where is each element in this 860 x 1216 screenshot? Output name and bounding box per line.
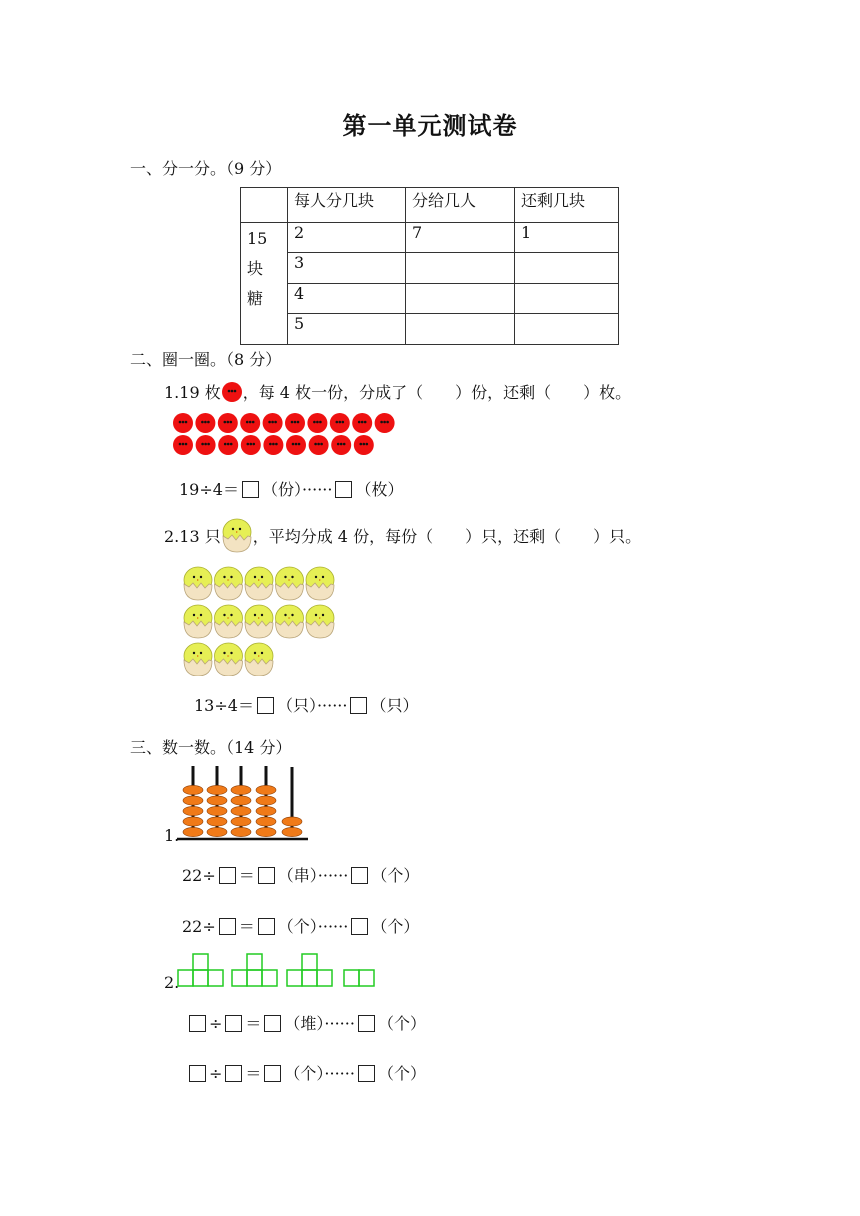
chick-icon [245, 643, 273, 676]
table-cell [515, 284, 619, 314]
coin-icon [221, 381, 243, 403]
bead [231, 796, 251, 805]
table-corner-cell [241, 188, 288, 223]
answer-box[interactable] [225, 1015, 242, 1032]
bead [231, 785, 251, 794]
table-cell: 7 [406, 223, 515, 253]
answer-box[interactable] [258, 918, 275, 935]
table-header: 分给几人 [406, 188, 515, 223]
bead [183, 785, 203, 794]
table-cell: 5 [288, 314, 406, 345]
answer-box[interactable] [257, 697, 274, 714]
bead [183, 796, 203, 805]
coin-icon [173, 435, 193, 455]
chick-icon [184, 567, 212, 600]
table-cell: 4 [288, 284, 406, 314]
table-header: 还剩几块 [515, 188, 619, 223]
table-header: 每人分几块 [288, 188, 406, 223]
answer-box[interactable] [350, 697, 367, 714]
coin-icon [354, 435, 374, 455]
answer-box[interactable] [242, 481, 259, 498]
answer-box[interactable] [264, 1065, 281, 1082]
question-3-2-label: 2. [164, 973, 180, 992]
question-2-2: 2.13 只 ，平均分成 4 份，每份（ ）只，还剩（ ）只。 [164, 516, 641, 554]
bead [282, 827, 302, 836]
coin-icon [263, 435, 283, 455]
equation-2-1: 19÷4＝ （份）······ （枚） [179, 480, 404, 499]
bead [207, 817, 227, 826]
equation-3-2b: ÷ ＝ （个）······ （个） [186, 1061, 426, 1084]
chick-icon [245, 605, 273, 638]
chick-icon [306, 567, 334, 600]
coin-icon [309, 435, 329, 455]
chick-icon [215, 605, 243, 638]
coin-icon [331, 435, 351, 455]
bead [256, 785, 276, 794]
coin-icon [263, 413, 283, 433]
answer-box[interactable] [219, 918, 236, 935]
chick-icon [221, 516, 253, 554]
coins-group [172, 412, 402, 458]
answer-box[interactable] [351, 918, 368, 935]
answer-box[interactable] [189, 1065, 206, 1082]
chick-icon [276, 567, 304, 600]
coin-icon [195, 413, 215, 433]
bead [256, 827, 276, 836]
bead [256, 796, 276, 805]
bead [207, 796, 227, 805]
coin-icon [375, 413, 395, 433]
answer-box[interactable] [258, 867, 275, 884]
coin-icon [307, 413, 327, 433]
bead [183, 817, 203, 826]
answer-box[interactable] [351, 867, 368, 884]
table-cell [406, 314, 515, 345]
chick-icon [215, 643, 243, 676]
bead [231, 817, 251, 826]
bead [231, 806, 251, 815]
answer-box[interactable] [225, 1065, 242, 1082]
section-3-heading: 三、数一数。（14 分） [130, 738, 292, 757]
bead [207, 806, 227, 815]
table-cell [406, 253, 515, 284]
coin-icon [240, 413, 260, 433]
bead [256, 806, 276, 815]
section-1-heading: 一、分一分。（9 分） [130, 159, 282, 178]
bead [207, 827, 227, 836]
coin-icon [218, 413, 238, 433]
chick-icon [215, 567, 243, 600]
bead [231, 827, 251, 836]
coin-icon [173, 413, 193, 433]
bead [256, 817, 276, 826]
question-2-1: 1.19 枚 ，每 4 枚一份，分成了（ ）份，还剩（ ）枚。 [164, 380, 631, 403]
equation-3-1a: 22÷ ＝ （串）······ （个） [182, 866, 420, 885]
section-2-heading: 二、圈一圈。（8 分） [130, 350, 282, 369]
table-cell: 3 [288, 253, 406, 284]
chick-icon [184, 643, 212, 676]
equation-2-2: 13÷4＝ （只）······ （只） [194, 696, 419, 715]
chick-icon [306, 605, 334, 638]
bead-strings-image [175, 764, 315, 842]
page-title: 第一单元测试卷 [342, 111, 518, 140]
coin-icon [330, 413, 350, 433]
table-cell [406, 284, 515, 314]
bead [207, 785, 227, 794]
bead [282, 817, 302, 826]
bead [183, 806, 203, 815]
question-3-1-label: 1. [164, 826, 180, 845]
coin-icon [241, 435, 261, 455]
table-row-label: 15 块 糖 [241, 223, 288, 345]
chick-icon [276, 605, 304, 638]
table-cell [515, 253, 619, 284]
answer-box[interactable] [335, 481, 352, 498]
chick-icon [184, 605, 212, 638]
answer-box[interactable] [358, 1015, 375, 1032]
table-cell [515, 314, 619, 345]
answer-box[interactable] [219, 867, 236, 884]
chick-icon [245, 567, 273, 600]
answer-box[interactable] [189, 1015, 206, 1032]
coin-icon [286, 435, 306, 455]
coin-icon [285, 413, 305, 433]
equation-3-1b: 22÷ ＝ （个）······ （个） [182, 917, 420, 936]
candy-table [240, 187, 619, 345]
cube-stacks-image [176, 953, 380, 989]
coin-icon [218, 435, 238, 455]
answer-box[interactable] [358, 1065, 375, 1082]
table-cell: 1 [515, 223, 619, 253]
bead [183, 827, 203, 836]
equation-3-2a: ÷ ＝ （堆）······ （个） [186, 1011, 426, 1034]
answer-box[interactable] [264, 1015, 281, 1032]
coin-icon [196, 435, 216, 455]
chicks-group [182, 564, 342, 676]
table-cell: 2 [288, 223, 406, 253]
coin-icon [352, 413, 372, 433]
